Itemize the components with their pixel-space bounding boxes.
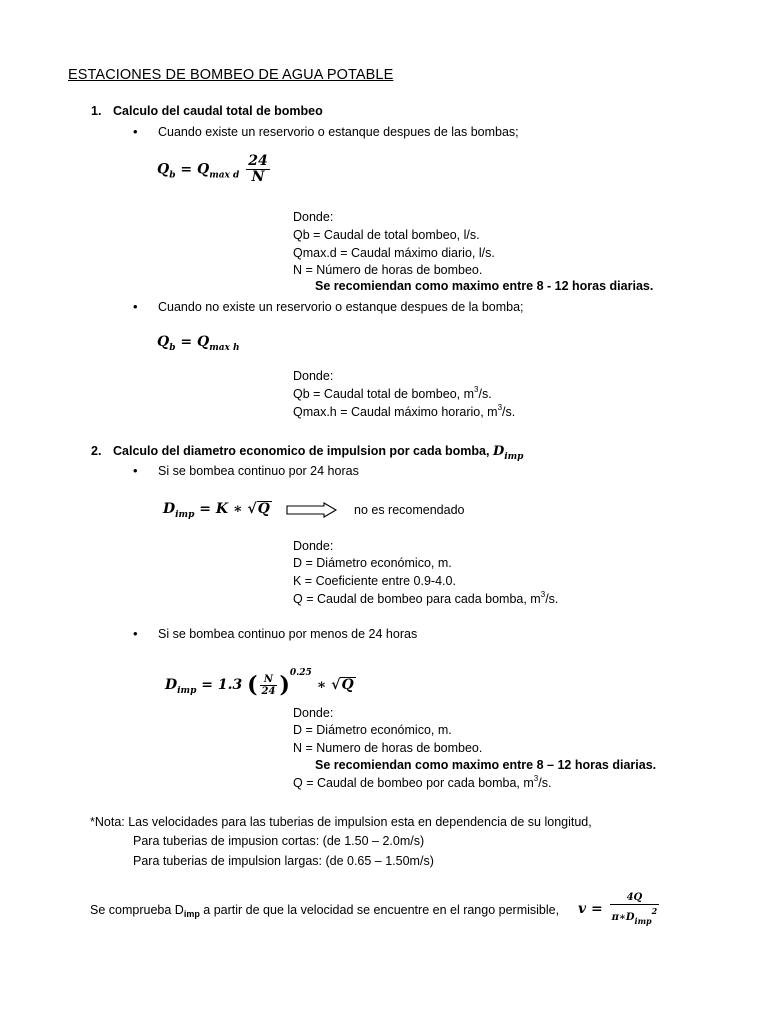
equation-qb-no-storage: $Q_b = Q_{max h}$ bbox=[157, 334, 240, 353]
section-1-heading: Calculo del caudal total de bombeo bbox=[113, 104, 323, 118]
definition-line: K = Coeficiente entre 0.9-4.0. bbox=[293, 574, 456, 588]
final-statement: Se comprueba $D_{imp}$ a partir de que la velocidad se encuentre en el rango permisible, bbox=[90, 903, 560, 919]
donde-label: Donde: bbox=[293, 539, 334, 553]
section-2-bullet-a: Si se bombea continuo por 24 horas bbox=[158, 464, 359, 478]
equation-qb-storage: $Q_b = Q_{max d}$ $\frac{24}{N}$ bbox=[157, 153, 268, 185]
page-title: ESTACIONES DE BOMBEO DE AGUA POTABLE bbox=[68, 67, 394, 83]
definition-line: D = Diámetro económico, m. bbox=[293, 556, 452, 570]
nota-line-3: Para tuberias de impulsion largas: (de 0.65 – 1.50m/s) bbox=[133, 854, 434, 868]
equation-dimp-partial: $D_{imp} = 1.3$ ( $\frac{N}{24}$ )$^{0.25}$ ∗ √Q bbox=[165, 668, 354, 698]
right-arrow-icon bbox=[286, 502, 338, 518]
not-recommended-label: no es recomendado bbox=[354, 503, 465, 517]
equation-dimp-24h: $D_{imp} = K$ ∗ √Q bbox=[163, 501, 270, 520]
definition-line: Qmax.d = Caudal máximo diario, l/s. bbox=[293, 246, 495, 260]
section-1-number: 1. bbox=[91, 104, 102, 118]
donde-label: Donde: bbox=[293, 369, 334, 383]
definition-line: Qmax.h = Caudal máximo horario, $m^3/s$. bbox=[293, 403, 516, 419]
bullet-icon: • bbox=[133, 124, 138, 139]
definition-line: D = Diámetro económico, m. bbox=[293, 723, 452, 737]
definition-line: Qb = Caudal total de bombeo, $m^3/s$. bbox=[293, 385, 492, 401]
equation-velocity: v = $\frac{4Q}{\pi∗D_{imp}^2}$ bbox=[578, 891, 658, 926]
donde-label: Donde: bbox=[293, 706, 334, 720]
section-2-heading: Calculo del diametro economico de impulsion por cada bomba, $D_{imp}$ bbox=[113, 444, 524, 462]
bullet-icon: • bbox=[133, 299, 138, 314]
definition-line: Q = Caudal de bombeo por cada bomba, $m^3/s$. bbox=[293, 774, 552, 790]
section-1-bullet-b: Cuando no existe un reservorio o estanque despues de la bomba; bbox=[158, 300, 524, 314]
definition-line: Q = Caudal de bombeo para cada bomba, $m^3/s$. bbox=[293, 590, 559, 606]
recommendation-note: Se recomiendan como maximo entre 8 – 12 horas diarias. bbox=[315, 758, 657, 772]
section-2-bullet-b: Si se bombea continuo por menos de 24 horas bbox=[158, 627, 418, 641]
definition-line: Qb = Caudal de total bombeo, l/s. bbox=[293, 228, 480, 242]
recommendation-note: Se recomiendan como maximo entre 8 - 12 horas diarias. bbox=[315, 279, 654, 293]
donde-label: Donde: bbox=[293, 210, 334, 224]
section-2-number: 2. bbox=[91, 444, 102, 458]
nota-line-1: *Nota: Las velocidades para las tuberias de impulsion esta en dependencia de su longitud, bbox=[90, 815, 592, 829]
bullet-icon: • bbox=[133, 463, 138, 478]
definition-line: N = Número de horas de bombeo. bbox=[293, 263, 483, 277]
section-1-bullet-a: Cuando existe un reservorio o estanque despues de las bombas; bbox=[158, 125, 519, 139]
definition-line: N = Numero de horas de bombeo. bbox=[293, 741, 483, 755]
bullet-icon: • bbox=[133, 626, 138, 641]
nota-line-2: Para tuberias de impusion cortas: (de 1.50 – 2.0m/s) bbox=[133, 834, 425, 848]
